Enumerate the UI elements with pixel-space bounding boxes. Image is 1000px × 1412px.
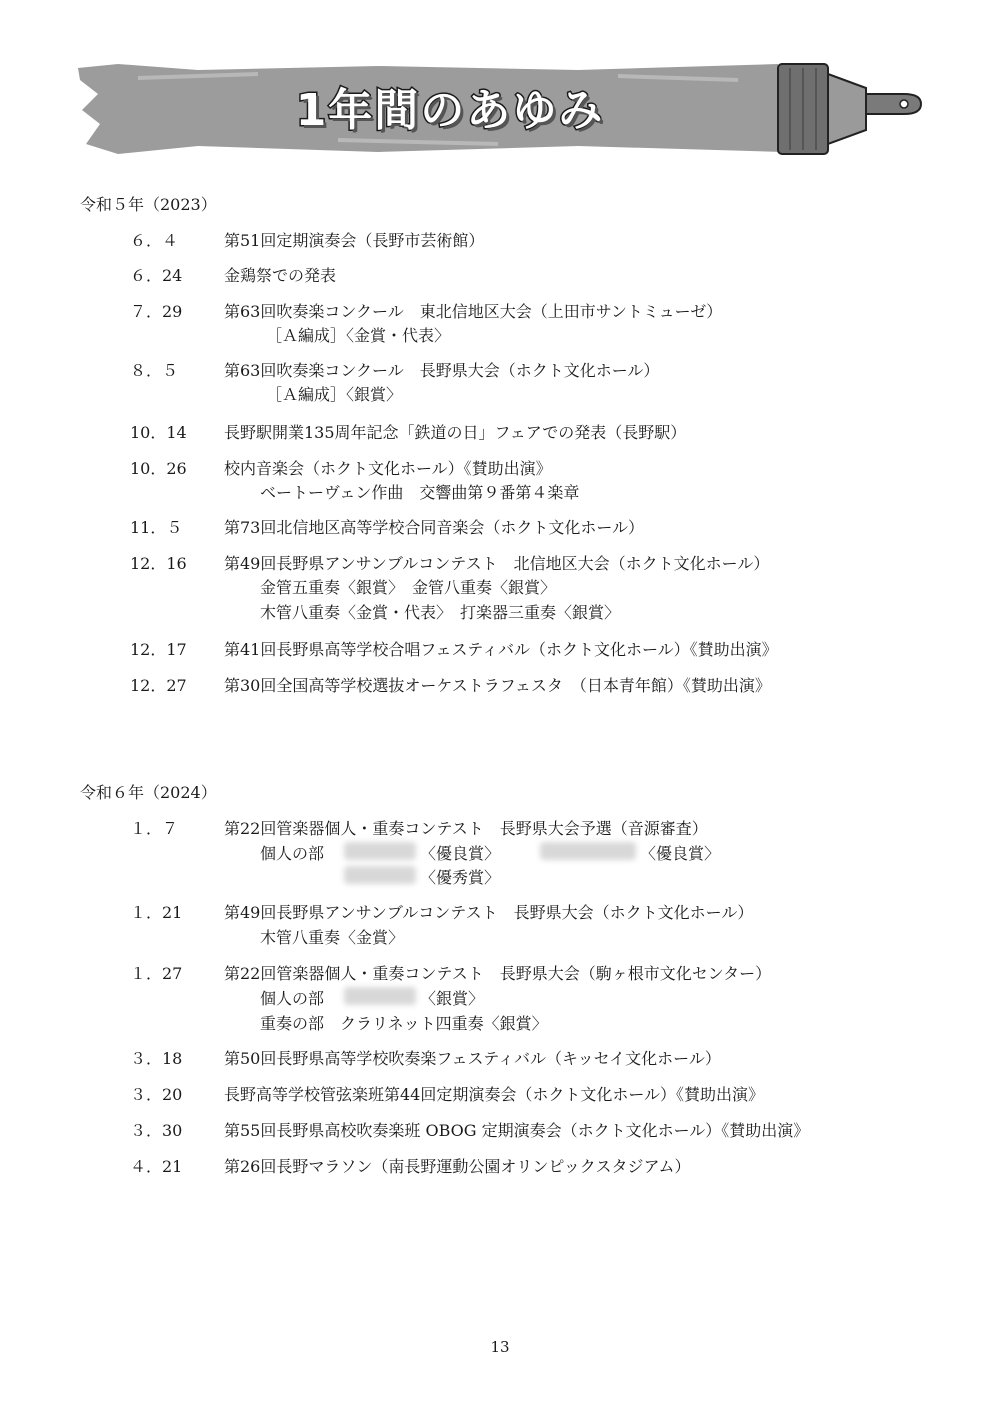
event-description: 第63回吹奏楽コンクール 東北信地区大会（上田市サントミューゼ） — [224, 302, 723, 321]
award-result: 〈優良賞〉 — [420, 844, 501, 863]
award-result: 〈銀賞〉 — [420, 989, 485, 1008]
event-date: ８．５ — [130, 361, 179, 380]
award-ensemble: 重奏の部 クラリネット四重奏〈銀賞〉 — [260, 1014, 548, 1033]
event-date: ３．20 — [130, 1085, 183, 1104]
event-result: 木管八重奏〈金賞・代表〉 打楽器三重奏〈銀賞〉 — [260, 603, 621, 622]
event-description: 第51回定期演奏会（長野市芸術館） — [224, 231, 485, 250]
event-description: 第73回北信地区高等学校合同音楽会（ホクト文化ホール） — [224, 518, 645, 537]
page-number: 13 — [490, 1338, 510, 1356]
event-description: 第30回全国高等学校選抜オーケストラフェスタ （日本青年館）《賛助出演》 — [224, 676, 771, 695]
event-description: 第49回長野県アンサンブルコンテスト 北信地区大会（ホクト文化ホール） — [224, 554, 770, 573]
redacted-name — [540, 842, 636, 860]
event-result: 木管八重奏〈金賞〉 — [260, 928, 405, 947]
event-date: ３．18 — [130, 1049, 183, 1068]
event-description: 第63回吹奏楽コンクール 長野県大会（ホクト文化ホール） — [224, 361, 660, 380]
event-detail: ベートーヴェン作曲 交響曲第９番第４楽章 — [260, 483, 580, 502]
event-date: 10．14 — [130, 423, 187, 442]
event-description: 第55回長野県高校吹奏楽班 OBOG 定期演奏会（ホクト文化ホール）《賛助出演》 — [224, 1121, 810, 1140]
year-heading-2023: 令和５年（2023） — [80, 195, 217, 214]
award-category: 個人の部 — [260, 989, 325, 1008]
event-description: 金鶏祭での発表 — [224, 266, 337, 285]
event-date: ６．24 — [130, 266, 183, 285]
redacted-name — [344, 987, 416, 1005]
award-category: 個人の部 — [260, 844, 325, 863]
award-result: 〈優秀賞〉 — [420, 868, 501, 887]
event-date: ４．21 — [130, 1157, 183, 1176]
event-result: ［Ａ編成］〈金賞・代表〉 — [266, 326, 451, 345]
redacted-name — [344, 842, 416, 860]
event-description: 長野高等学校管弦楽班第44回定期演奏会（ホクト文化ホール）《賛助出演》 — [224, 1085, 765, 1104]
event-description: 校内音楽会（ホクト文化ホール）《賛助出演》 — [224, 459, 552, 478]
event-date: ６．４ — [130, 231, 179, 250]
event-description: 第49回長野県アンサンブルコンテスト 長野県大会（ホクト文化ホール） — [224, 903, 754, 922]
event-date: １．27 — [130, 964, 183, 983]
redacted-name — [344, 866, 416, 884]
event-date: ３．30 — [130, 1121, 183, 1140]
event-result: 金管五重奏〈銀賞〉 金管八重奏〈銀賞〉 — [260, 578, 557, 597]
event-description: 第41回長野県高等学校合唱フェスティバル（ホクト文化ホール）《賛助出演》 — [224, 640, 778, 659]
event-date: １．21 — [130, 903, 183, 922]
event-description: 第50回長野県高等学校吹奏楽フェスティバル（キッセイ文化ホール） — [224, 1049, 721, 1068]
page-title: 1年間のあゆみ — [295, 85, 605, 136]
event-date: 10．26 — [130, 459, 187, 478]
event-description: 長野駅開業135周年記念「鉄道の日」フェアでの発表（長野駅） — [224, 423, 687, 442]
award-result: 〈優良賞〉 — [640, 844, 721, 863]
event-description: 第26回長野マラソン（南長野運動公園オリンピックスタジアム） — [224, 1157, 691, 1176]
event-description: 第22回管楽器個人・重奏コンテスト 長野県大会予選（音源審査） — [224, 819, 708, 838]
event-date: 12．17 — [130, 640, 187, 659]
event-date: 12．27 — [130, 676, 187, 695]
event-date: 11．５ — [130, 518, 183, 537]
event-date: １．７ — [130, 819, 179, 838]
event-date: ７．29 — [130, 302, 183, 321]
event-description: 第22回管楽器個人・重奏コンテスト 長野県大会（駒ヶ根市文化センター） — [224, 964, 772, 983]
event-result: ［Ａ編成］〈銀賞〉 — [266, 385, 403, 404]
event-date: 12．16 — [130, 554, 187, 573]
year-heading-2024: 令和６年（2024） — [80, 783, 217, 802]
